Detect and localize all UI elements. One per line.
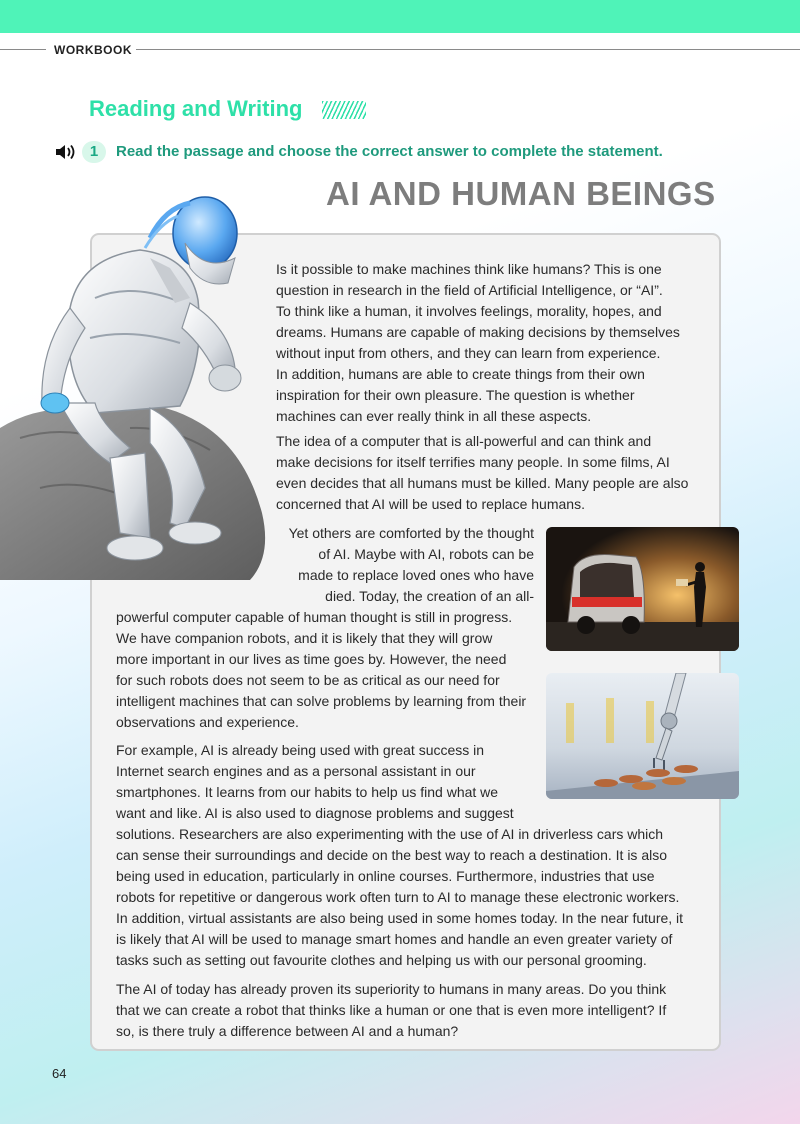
text-line: robots for repetitive or dangerous work often turn to AI to manage these electronic workers. [116, 889, 680, 905]
text-line: without input from others, and they can learn from experience. [276, 345, 661, 361]
hatch-decoration [322, 101, 366, 119]
text-line: Is it possible to make machines think like humans? This is one [276, 261, 662, 277]
paragraph-2 [276, 431, 700, 515]
paragraph-5 [116, 979, 700, 1042]
text-line: want and like. AI is also used to diagnose problems and suggest [116, 805, 514, 821]
text-line: being used in education, particularly in online courses. Furthermore, industries that use [116, 868, 655, 884]
text-line: For example, AI is already being used with great success in [116, 742, 485, 758]
text-line: observations and experience. [116, 714, 299, 730]
question-number: 1 [82, 141, 106, 163]
paragraph-1 [276, 259, 700, 427]
workbook-label: WORKBOOK [54, 43, 132, 57]
text-line: is likely that AI will be used to manage smart homes and handle an even greater variety of [116, 931, 673, 947]
text-line: inspiration for their own pleasure. The question is whether [276, 387, 635, 403]
driverless-car-photo [546, 527, 739, 651]
paragraph-4-top [116, 740, 534, 824]
page-number: 64 [52, 1066, 67, 1081]
robotic-arm-photo [546, 673, 739, 799]
header-rule-left [0, 49, 46, 50]
text-line: can sense their surroundings and decide on the best way to reach a destination. It is also [116, 847, 668, 863]
text-line: intelligent machines that can solve problems by learning from their [116, 693, 527, 709]
paragraph-3-top [276, 523, 534, 607]
text-line: In addition, virtual assistants are also being used in some homes today. In the near future, it [116, 910, 684, 926]
paragraph-4-bottom [116, 824, 700, 971]
text-line: machines can ever really think in all these aspects. [276, 408, 592, 424]
text-line: To think like a human, it involves feelings, morality, hopes, and [276, 303, 662, 319]
thinking-robot-illustration [0, 188, 280, 580]
text-line: of AI. Maybe with AI, robots can be [318, 546, 534, 562]
text-line: more important in our lives as time goes by. However, the need [116, 651, 507, 667]
text-line: dreams. Humans are capable of making decisions by themselves [276, 324, 680, 340]
top-color-bar [0, 0, 800, 33]
text-line: that we can create a robot that thinks like a human or one that is even more intelligent? If [116, 1002, 667, 1018]
question-instruction: Read the passage and choose the correct answer to complete the statement. [116, 143, 663, 160]
text-line: make decisions for itself terrifies many people. In some films, AI [276, 454, 670, 470]
text-line: made to replace loved ones who have [298, 567, 534, 583]
text-line: even decides that all humans must be killed. Many people are also [276, 475, 689, 491]
passage-title: AI AND HUMAN BEINGS [326, 175, 716, 212]
text-line: We have companion robots, and it is likely that they will grow [116, 630, 493, 646]
text-line: tasks such as setting out favourite clothes and helping us with our personal grooming. [116, 952, 647, 968]
text-line: died. Today, the creation of an all- [325, 588, 534, 604]
text-line: solutions. Researchers are also experimenting with the use of AI in driverless cars which [116, 826, 664, 842]
text-line: question in research in the field of Artificial Intelligence, or “AI”. [276, 282, 663, 298]
text-line: concerned that AI will be used to replace humans. [276, 496, 585, 512]
section-title: Reading and Writing [89, 96, 303, 121]
text-line: Internet search engines and as a personal assistant in our [116, 763, 476, 779]
text-line: The idea of a computer that is all-powerful and can think and [276, 433, 652, 449]
header-rule-right [136, 49, 800, 50]
paragraph-3-bottom [116, 607, 534, 733]
text-line: Yet others are comforted by the thought [288, 525, 534, 541]
text-line: The AI of today has already proven its superiority to humans in many areas. Do you think [116, 981, 667, 997]
text-line: so, is there truly a difference between AI and a human? [116, 1023, 459, 1039]
text-line: smartphones. It learns from our habits to help us find what we [116, 784, 499, 800]
text-line: for such robots does not seem to be as critical as our need for [116, 672, 500, 688]
text-line: In addition, humans are able to create things from their own [276, 366, 645, 382]
text-line: powerful computer capable of human thought is still in progress. [116, 609, 513, 625]
speaker-icon[interactable] [54, 143, 78, 161]
